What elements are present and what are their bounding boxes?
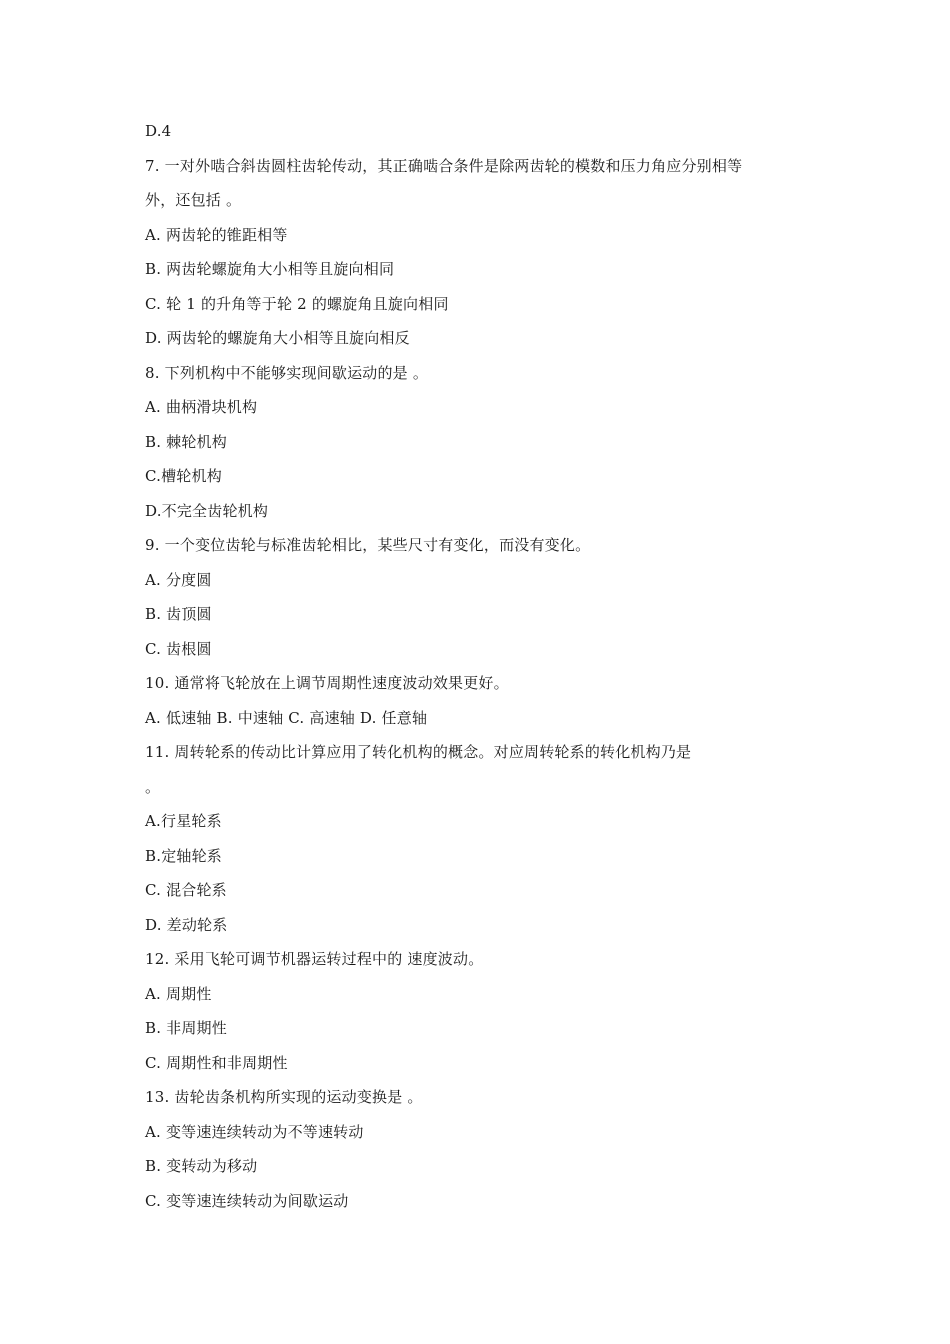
option-line: A. 变等速连续转动为不等速转动 — [145, 1122, 364, 1141]
option-line: D. 差动轮系 — [145, 915, 228, 934]
option-line: A. 两齿轮的锥距相等 — [145, 225, 288, 244]
option-line: C. 变等速连续转动为间歇运动 — [145, 1191, 349, 1210]
option-line: B. 非周期性 — [145, 1019, 227, 1037]
option-line: A. 曲柄滑块机构 — [145, 398, 258, 416]
option-line: A. 分度圆 — [145, 570, 212, 589]
option-line: C.槽轮机构 — [145, 467, 222, 485]
question-10: 10. 通常将飞轮放在上调节周期性速度波动效果更好。 — [145, 674, 509, 692]
option-line: A.行星轮系 — [145, 812, 222, 830]
option-line: C. 混合轮系 — [145, 881, 227, 899]
option-line: D.4 — [145, 122, 172, 140]
option-line: D. 两齿轮的螺旋角大小相等且旋向相反 — [145, 329, 410, 347]
question-13: 13. 齿轮齿条机构所实现的运动变换是 。 — [145, 1088, 423, 1106]
option-line: C. 齿根圆 — [145, 639, 212, 658]
option-line: B. 变转动为移动 — [145, 1157, 258, 1175]
question-11: 11. 周转轮系的传动比计算应用了转化机构的概念。对应周转轮系的转化机构乃是 — [145, 743, 692, 761]
question-12: 12. 采用飞轮可调节机器运转过程中的 速度波动。 — [145, 950, 484, 968]
option-line: A. 低速轴 B. 中速轴 C. 高速轴 D. 任意轴 — [145, 708, 428, 727]
question-9: 9. 一个变位齿轮与标准齿轮相比，某些尺寸有变化，而没有变化。 — [145, 536, 591, 554]
option-line: D.不完全齿轮机构 — [145, 501, 269, 520]
option-line: B. 两齿轮螺旋角大小相等且旋向相同 — [145, 260, 395, 278]
option-line: C. 周期性和非周期性 — [145, 1053, 288, 1072]
question-8: 8. 下列机构中不能够实现间歇运动的是 。 — [145, 363, 429, 382]
option-line: B. 棘轮机构 — [145, 432, 227, 451]
question-7-continued: 外，还包括 。 — [145, 191, 242, 209]
option-line: B.定轴轮系 — [145, 846, 222, 865]
option-line: B. 齿顶圆 — [145, 605, 212, 623]
option-line: C. 轮 1 的升角等于轮 2 的螺旋角且旋向相同 — [145, 294, 449, 313]
document-page — [145, 114, 825, 1218]
question-11-continued: 。 — [145, 777, 161, 796]
question-7: 7. 一对外啮合斜齿圆柱齿轮传动，其正确啮合条件是除两齿轮的模数和压力角应分别相等 — [145, 156, 743, 175]
option-line: A. 周期性 — [145, 984, 212, 1003]
